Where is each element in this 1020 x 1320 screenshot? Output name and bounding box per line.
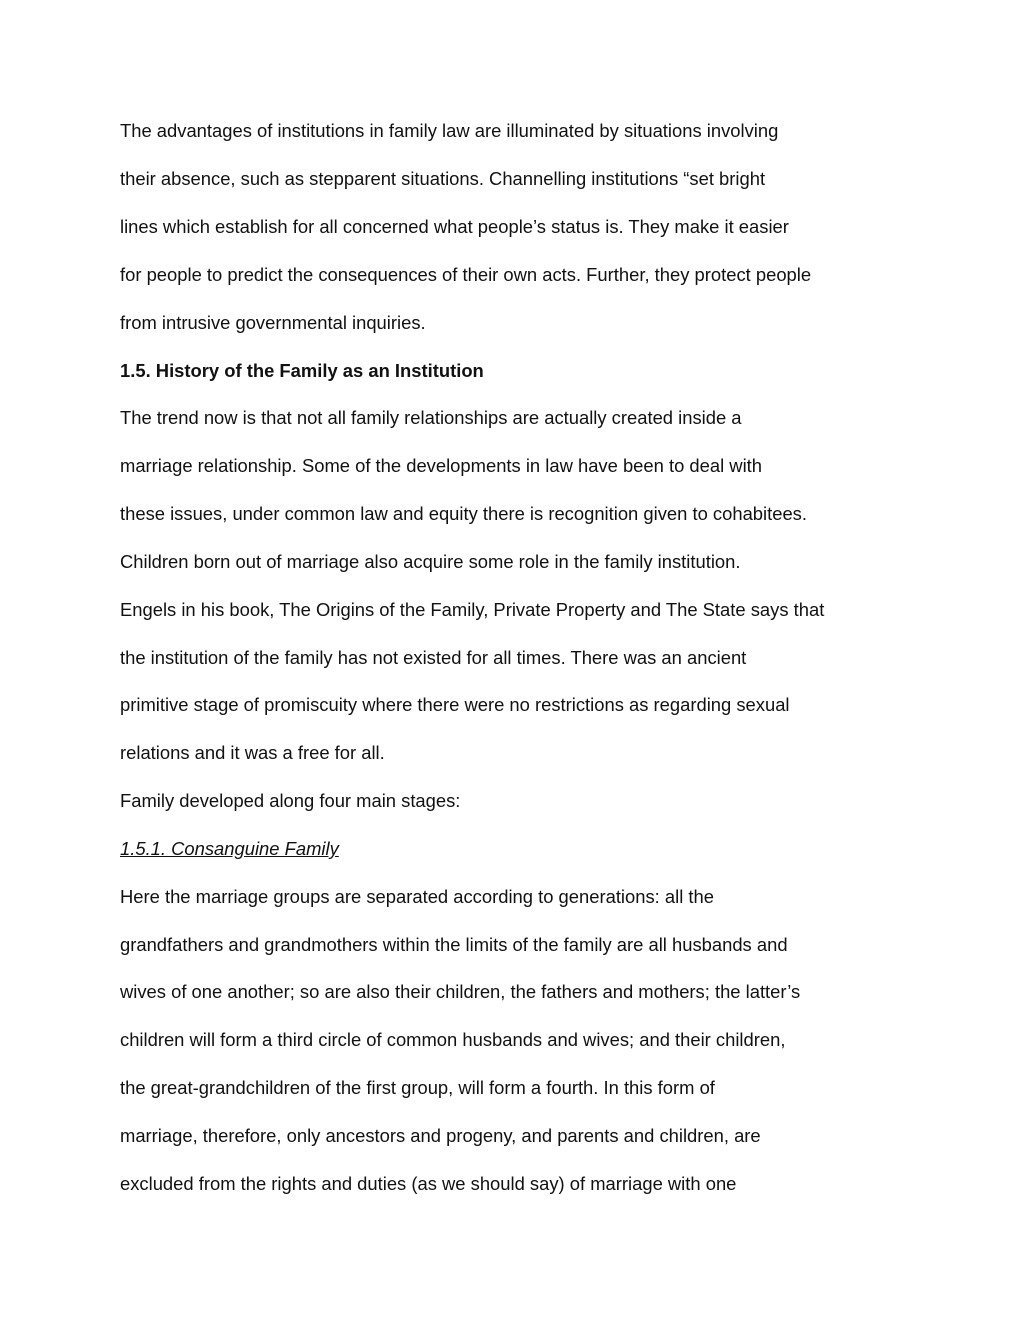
paragraph-2-line-1: The trend now is that not all family relationships are actually created inside a	[120, 407, 742, 428]
paragraph-5-line-3: wives of one another; so are also their children, the fathers and mothers; the latter’s	[120, 981, 801, 1002]
paragraph-1-line-5: from intrusive governmental inquiries.	[120, 312, 426, 333]
section-heading: 1.5. History of the Family as an Institution	[120, 360, 484, 381]
paragraph-2-line-2: marriage relationship. Some of the developments in law have been to deal with	[120, 455, 763, 476]
paragraph-3-line-2: the institution of the family has not existed for all times. There was an ancient	[120, 647, 747, 668]
paragraph-2-line-4: Children born out of marriage also acquire some role in the family institution.	[120, 551, 741, 572]
paragraph-3-line-1: Engels in his book, The Origins of the Family, Private Property and The State says that	[120, 599, 825, 620]
paragraph-5-line-5: the great-grandchildren of the first group, will form a fourth. In this form of	[120, 1077, 715, 1098]
paragraph-3-line-3: primitive stage of promiscuity where there were no restrictions as regarding sexual	[120, 694, 790, 715]
paragraph-1-line-2: their absence, such as stepparent situations. Channelling institutions “set bright	[120, 168, 766, 189]
paragraph-5-line-4: children will form a third circle of common husbands and wives; and their children,	[120, 1029, 786, 1050]
paragraph-1-line-3: lines which establish for all concerned what people’s status is. They make it easier	[120, 216, 789, 237]
paragraph-5-line-7: excluded from the rights and duties (as we should say) of marriage with one	[120, 1173, 737, 1194]
paragraph-3-line-4: relations and it was a free for all.	[120, 742, 385, 763]
paragraph-1-line-4: for people to predict the consequences of their own acts. Further, they protect people	[120, 264, 812, 285]
paragraph-5-line-2: grandfathers and grandmothers within the limits of the family are all husbands and	[120, 934, 788, 955]
paragraph-1-line-1: The advantages of institutions in family law are illuminated by situations involving	[120, 120, 779, 141]
paragraph-5-line-6: marriage, therefore, only ancestors and progeny, and parents and children, are	[120, 1125, 761, 1146]
subsection-heading: 1.5.1. Consanguine Family	[120, 838, 339, 859]
paragraph-5-line-1: Here the marriage groups are separated according to generations: all the	[120, 886, 714, 907]
paragraph-2-line-3: these issues, under common law and equity there is recognition given to cohabitees.	[120, 503, 807, 524]
paragraph-4-line-1: Family developed along four main stages:	[120, 790, 461, 811]
